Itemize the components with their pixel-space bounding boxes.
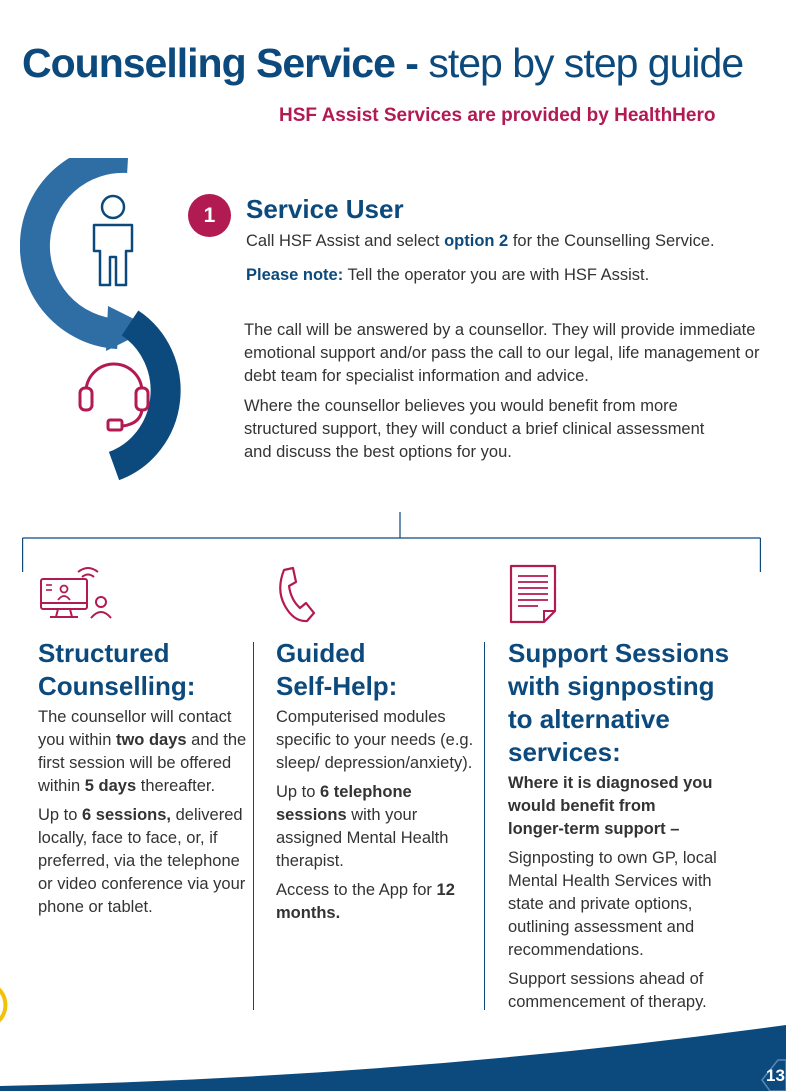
step-instruction: Call HSF Assist and select option 2 for the Counselling Service. [246,232,715,250]
provider-note: HSF Assist Services are provided by HealthHero [279,105,716,126]
video-conference-icon [38,562,114,622]
step-note: Please note: Tell the operator you are with HSF Assist. [246,266,650,284]
headset-icon [74,352,154,432]
column-support-sessions [508,637,748,1014]
column-structured-counselling [38,637,250,919]
step-title: Service User [246,194,404,224]
column-divider [484,642,485,1010]
step-number-badge: 1 [188,194,231,237]
column-heading: Guided Self-Help: [276,638,398,701]
column-paragraph: Computerised modules specific to your needs (e.g. sleep/ depression/anxiety). [276,708,474,772]
column-paragraph: The counsellor will contact you within two days and the first session will be offered within 5 days thereafter. [38,708,247,795]
column-paragraph: Support sessions ahead of commencement of therapy. [508,970,707,1011]
column-paragraph: Up to 6 telephone sessions with your assigned Mental Health therapist. [276,783,449,870]
column-paragraph: Access to the App for 12 months. [276,881,455,922]
page-title: Counselling Service - step by step guide [22,40,744,86]
column-paragraph: Up to 6 sessions, delivered locally, face to face, or, if preferred, via the telephone or video conference via your phone or tablet. [38,806,246,916]
document-icon [508,563,560,625]
step-paragraph-call: The call will be answered by a counsellor. They will provide immediate emotional support and/or pass the call to our legal, life management or debt team for specialist information and advice. [244,321,760,385]
branch-connector [22,512,761,574]
person-icon [90,193,136,288]
column-paragraph: Where it is diagnosed you would benefit from longer-term support – [508,774,713,838]
page-number: 13 [766,1066,785,1085]
column-divider [253,642,254,1010]
step-paragraph-assessment: Where the counsellor believes you would benefit from more structured support, they will conduct a brief clinical assessment and discuss the best options for you. [244,397,705,461]
column-heading: Structured Counselling: [38,638,196,701]
column-heading: Support Sessions with signposting to alternative services: [508,638,730,767]
column-paragraph: Signposting to own GP, local Mental Health Services with state and private options, outlining assessment and recommendations. [508,849,717,959]
footer-wave [0,1020,786,1091]
column-guided-self-help [276,637,476,925]
phone-icon [276,566,316,624]
